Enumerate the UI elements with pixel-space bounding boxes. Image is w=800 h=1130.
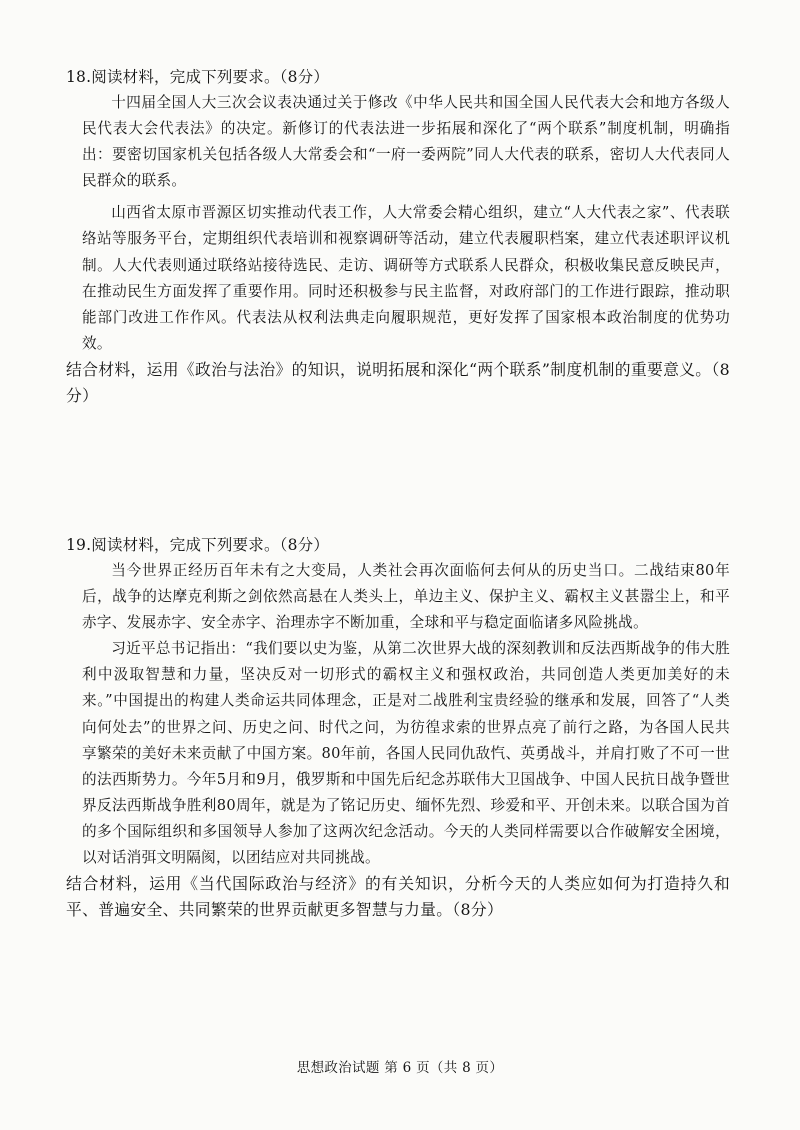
question-19-task: 结合材料，运用《当代国际政治与经济》的有关知识，分析今天的人类应如何为打造持久和平、普遍安全、共同繁荣的世界贡献更多智慧与力量。（8分） — [66, 874, 730, 920]
page-footer: 思想政治试题 第 6 页（共 8 页） — [296, 1060, 504, 1076]
question-18-task: 结合材料，运用《政治与法治》的知识，说明拓展和深化“两个联系”制度机制的重要意义。（8分） — [66, 359, 730, 405]
question-18-heading: 18.阅读材料，完成下列要求。（8分） — [66, 68, 330, 86]
question-18-material-paragraph-1: 十四届全国人大三次会议表决通过关于修改《中华人民共和国全国人民代表大会和地方各级人民代表大会代表法》的决定。新修订的代表法进一步拓展和深化了“两个联系”制度机制，明确指出：要密切国家机关包括各级人大常委会和“一府一委两院”同人大代表的联系，密切人大代表同人民群众的联系。 — [82, 94, 730, 190]
question-19 — [66, 532, 730, 923]
question-19-heading: 19.阅读材料，完成下列要求。（8分） — [66, 536, 330, 554]
question-19-material-paragraph-2: 习近平总书记指出：“我们要以史为鉴，从第二次世界大战的深刻教训和反法西斯战争的伟大胜利中汲取智慧和力量，坚决反对一切形式的霸权主义和强权政治，共同创造人类更加美好的未来。”中国提出的构建人类命运共同体理念，正是对二战胜利宝贵经验的继承和发展，回答了“人类向何处去”的世界之问、历史之问、时代之问，为彷徨求索的世界点亮了前行之路，为各国人民共享繁荣的美好未来贡献了中国方案。80年前，各国人民同仇敌忾、英勇战斗，并肩打败了不可一世的法西斯势力。今年5月和9月，俄罗斯和中国先后纪念苏联伟大卫国战争、中国人民抗日战争暨世界反法西斯战争胜利80周年，就是为了铭记历史、缅怀先烈、珍爱和平、开创未来。以联合国为首的多个国际组织和多国领导人参加了这两次纪念活动。今天的人类同样需要以合作破解安全困境，以对话消弭文明隔阂，以团结应对共同挑战。 — [82, 640, 730, 867]
question-18-material-paragraph-2: 山西省太原市晋源区切实推动代表工作，人大常委会精心组织，建立“人大代表之家”、代表联络站等服务平台，定期组织代表培训和视察调研等活动，建立代表履职档案，建立代表述职评议机制。人大代表则通过联络站接待选民、走访、调研等方式联系人民群众，积极收集民意反映民声，在推动民生方面发挥了重要作用。同时还积极参与民主监督，对政府部门的工作进行跟踪，推动职能部门改进工作作风。代表法从权利法典走向履职规范，更好发挥了国家根本政治制度的优势功效。 — [82, 204, 730, 352]
question-18 — [66, 64, 730, 409]
question-19-material-paragraph-1: 当今世界正经历百年未有之大变局，人类社会再次面临何去何从的历史当口。二战结束80年后，战争的达摩克利斯之剑依然高悬在人类头上，单边主义、保护主义、霸权主义甚嚣尘上，和平赤字、发展赤字、安全赤字、治理赤字不断加重，全球和平与稳定面临诸多风险挑战。 — [82, 562, 730, 632]
